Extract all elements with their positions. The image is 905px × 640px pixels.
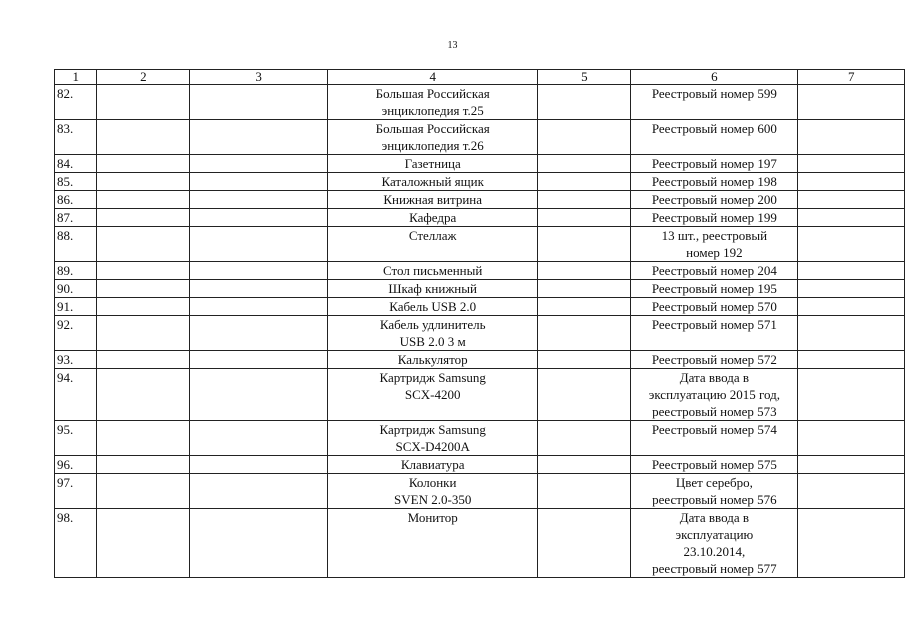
empty-cell-col5 [538, 456, 631, 474]
empty-cell-col2 [97, 85, 190, 120]
row-number-cell: 95. [55, 421, 97, 456]
empty-cell-col2 [97, 280, 190, 298]
item-name-line: Большая Российская [375, 121, 490, 136]
empty-cell-col3 [190, 85, 328, 120]
note-cell [631, 191, 798, 209]
column-header-7: 7 [798, 70, 905, 85]
empty-cell-col7 [798, 227, 905, 262]
empty-cell-col5 [538, 316, 631, 351]
empty-cell-col5 [538, 509, 631, 578]
empty-cell-col2 [97, 155, 190, 173]
row-number-cell: 98. [55, 509, 97, 578]
row-number-cell: 89. [55, 262, 97, 280]
empty-cell-col7 [798, 421, 905, 456]
note-line: Реестровый номер 570 [651, 299, 777, 314]
empty-cell-col2 [97, 509, 190, 578]
note-line: эксплуатацию 2015 год, [648, 387, 781, 402]
item-name-cell [327, 316, 538, 351]
row-number-cell: 94. [55, 369, 97, 421]
empty-cell-col3 [190, 155, 328, 173]
empty-cell-col5 [538, 155, 631, 173]
table-row [55, 173, 905, 191]
row-number-cell: 93. [55, 351, 97, 369]
item-name-line: Книжная витрина [383, 192, 483, 207]
row-number-cell: 92. [55, 316, 97, 351]
table-row [55, 298, 905, 316]
item-name-line: Картридж Samsung [379, 370, 486, 385]
note-line: Реестровый номер 599 [651, 86, 777, 101]
empty-cell-col2 [97, 456, 190, 474]
column-header-1: 1 [55, 70, 97, 85]
empty-cell-col3 [190, 262, 328, 280]
item-name-line: Шкаф книжный [388, 281, 477, 296]
item-name-line: Газетница [404, 156, 461, 171]
empty-cell-col7 [798, 262, 905, 280]
empty-cell-col5 [538, 369, 631, 421]
note-cell [631, 421, 798, 456]
note-line: Реестровый номер 199 [651, 210, 777, 225]
empty-cell-col5 [538, 227, 631, 262]
item-name-line: Каталожный ящик [381, 174, 484, 189]
empty-cell-col2 [97, 474, 190, 509]
item-name-line: Колонки [408, 475, 457, 490]
item-name-line: энциклопедия т.26 [381, 138, 484, 153]
empty-cell-col2 [97, 369, 190, 421]
item-name-cell [327, 120, 538, 155]
empty-cell-col3 [190, 421, 328, 456]
row-number-cell: 84. [55, 155, 97, 173]
note-cell [631, 509, 798, 578]
empty-cell-col7 [798, 120, 905, 155]
empty-cell-col7 [798, 209, 905, 227]
table-row [55, 509, 905, 578]
item-name-line: SCX-4200 [404, 387, 461, 402]
empty-cell-col5 [538, 173, 631, 191]
empty-cell-col7 [798, 474, 905, 509]
note-line: 23.10.2014, [683, 544, 746, 559]
item-name-line: Клавиатура [400, 457, 465, 472]
item-name-line: SVEN 2.0-350 [394, 492, 472, 507]
empty-cell-col5 [538, 474, 631, 509]
empty-cell-col2 [97, 227, 190, 262]
empty-cell-col7 [798, 280, 905, 298]
item-name-cell [327, 421, 538, 456]
empty-cell-col5 [538, 120, 631, 155]
note-line: Дата ввода в [679, 370, 749, 385]
row-number-cell: 90. [55, 280, 97, 298]
empty-cell-col2 [97, 316, 190, 351]
item-name-line: Стол письменный [383, 263, 483, 278]
note-line: Реестровый номер 195 [651, 281, 777, 296]
note-cell [631, 155, 798, 173]
empty-cell-col5 [538, 351, 631, 369]
item-name-cell [327, 262, 538, 280]
empty-cell-col3 [190, 191, 328, 209]
header-row [55, 70, 905, 85]
empty-cell-col5 [538, 298, 631, 316]
empty-cell-col3 [190, 173, 328, 191]
item-name-line: энциклопедия т.25 [381, 103, 484, 118]
empty-cell-col5 [538, 85, 631, 120]
column-header-5: 5 [538, 70, 631, 85]
item-name-cell [327, 509, 538, 578]
item-name-line: Кабель USB 2.0 [389, 299, 477, 314]
empty-cell-col2 [97, 173, 190, 191]
empty-cell-col7 [798, 85, 905, 120]
item-name-cell [327, 474, 538, 509]
note-line: Реестровый номер 198 [651, 174, 777, 189]
empty-cell-col7 [798, 155, 905, 173]
table-row [55, 227, 905, 262]
empty-cell-col7 [798, 509, 905, 578]
empty-cell-col2 [97, 351, 190, 369]
empty-cell-col3 [190, 316, 328, 351]
empty-cell-col2 [97, 191, 190, 209]
empty-cell-col7 [798, 456, 905, 474]
table-row [55, 369, 905, 421]
row-number-cell: 97. [55, 474, 97, 509]
note-line: реестровый номер 573 [652, 404, 777, 419]
note-line: Цвет серебро, [675, 475, 753, 490]
item-name-line: SCX-D4200A [395, 439, 470, 454]
row-number-cell: 86. [55, 191, 97, 209]
item-name-cell [327, 280, 538, 298]
empty-cell-col5 [538, 421, 631, 456]
table-row [55, 351, 905, 369]
note-line: Реестровый номер 574 [651, 422, 777, 437]
note-line: Реестровый номер 204 [651, 263, 777, 278]
item-name-line: Калькулятор [397, 352, 468, 367]
note-line: реестровый номер 576 [652, 492, 777, 507]
table-row [55, 280, 905, 298]
note-cell [631, 262, 798, 280]
row-number-cell: 91. [55, 298, 97, 316]
table-row [55, 421, 905, 456]
item-name-cell [327, 456, 538, 474]
empty-cell-col3 [190, 456, 328, 474]
empty-cell-col3 [190, 474, 328, 509]
column-header-2: 2 [97, 70, 190, 85]
table-row [55, 191, 905, 209]
note-cell [631, 173, 798, 191]
note-line: Реестровый номер 200 [651, 192, 777, 207]
column-header-3: 3 [190, 70, 328, 85]
note-line: Реестровый номер 572 [651, 352, 777, 367]
empty-cell-col7 [798, 316, 905, 351]
item-name-cell [327, 155, 538, 173]
inventory-table [54, 69, 905, 578]
empty-cell-col7 [798, 298, 905, 316]
item-name-cell [327, 351, 538, 369]
empty-cell-col2 [97, 209, 190, 227]
row-number-cell: 85. [55, 173, 97, 191]
empty-cell-col2 [97, 421, 190, 456]
note-cell [631, 280, 798, 298]
table-row [55, 456, 905, 474]
note-line: Реестровый номер 600 [651, 121, 777, 136]
item-name-cell [327, 369, 538, 421]
column-header-4: 4 [327, 70, 538, 85]
empty-cell-col3 [190, 509, 328, 578]
row-number-cell: 82. [55, 85, 97, 120]
note-cell [631, 351, 798, 369]
item-name-line: Монитор [407, 510, 458, 525]
table-row [55, 209, 905, 227]
table-row [55, 474, 905, 509]
note-line: номер 192 [686, 245, 743, 260]
note-line: 13 шт., реестровый [661, 228, 768, 243]
inventory-table-body [55, 70, 905, 578]
note-cell [631, 456, 798, 474]
note-cell [631, 369, 798, 421]
item-name-cell [327, 173, 538, 191]
row-number-cell: 96. [55, 456, 97, 474]
empty-cell-col5 [538, 262, 631, 280]
item-name-line: Кафедра [409, 210, 457, 225]
note-cell [631, 227, 798, 262]
note-line: эксплуатацию [675, 527, 754, 542]
table-row [55, 85, 905, 120]
empty-cell-col2 [97, 120, 190, 155]
note-cell [631, 298, 798, 316]
note-cell [631, 209, 798, 227]
empty-cell-col5 [538, 280, 631, 298]
note-cell [631, 85, 798, 120]
item-name-line: Кабель удлинитель [379, 317, 486, 332]
empty-cell-col3 [190, 209, 328, 227]
item-name-cell [327, 227, 538, 262]
note-line: Реестровый номер 575 [651, 457, 777, 472]
empty-cell-col7 [798, 369, 905, 421]
note-cell [631, 316, 798, 351]
empty-cell-col3 [190, 280, 328, 298]
empty-cell-col3 [190, 351, 328, 369]
column-header-6: 6 [631, 70, 798, 85]
note-cell [631, 120, 798, 155]
item-name-line: USB 2.0 3 м [399, 334, 466, 349]
note-cell [631, 474, 798, 509]
row-number-cell: 83. [55, 120, 97, 155]
note-line: Реестровый номер 197 [651, 156, 777, 171]
table-row [55, 262, 905, 280]
row-number-cell: 88. [55, 227, 97, 262]
empty-cell-col3 [190, 120, 328, 155]
note-line: Реестровый номер 571 [651, 317, 777, 332]
item-name-cell [327, 298, 538, 316]
item-name-line: Стеллаж [408, 228, 457, 243]
empty-cell-col7 [798, 173, 905, 191]
item-name-line: Картридж Samsung [379, 422, 486, 437]
table-row [55, 120, 905, 155]
table-row [55, 155, 905, 173]
empty-cell-col3 [190, 369, 328, 421]
table-row [55, 316, 905, 351]
empty-cell-col7 [798, 351, 905, 369]
note-line: Дата ввода в [679, 510, 749, 525]
empty-cell-col3 [190, 227, 328, 262]
item-name-cell [327, 209, 538, 227]
empty-cell-col5 [538, 209, 631, 227]
item-name-cell [327, 191, 538, 209]
row-number-cell: 87. [55, 209, 97, 227]
empty-cell-col5 [538, 191, 631, 209]
empty-cell-col7 [798, 191, 905, 209]
item-name-cell [327, 85, 538, 120]
empty-cell-col3 [190, 298, 328, 316]
note-line: реестровый номер 577 [652, 561, 777, 576]
item-name-line: Большая Российская [375, 86, 490, 101]
empty-cell-col2 [97, 298, 190, 316]
page-number: 13 [447, 40, 458, 51]
empty-cell-col2 [97, 262, 190, 280]
